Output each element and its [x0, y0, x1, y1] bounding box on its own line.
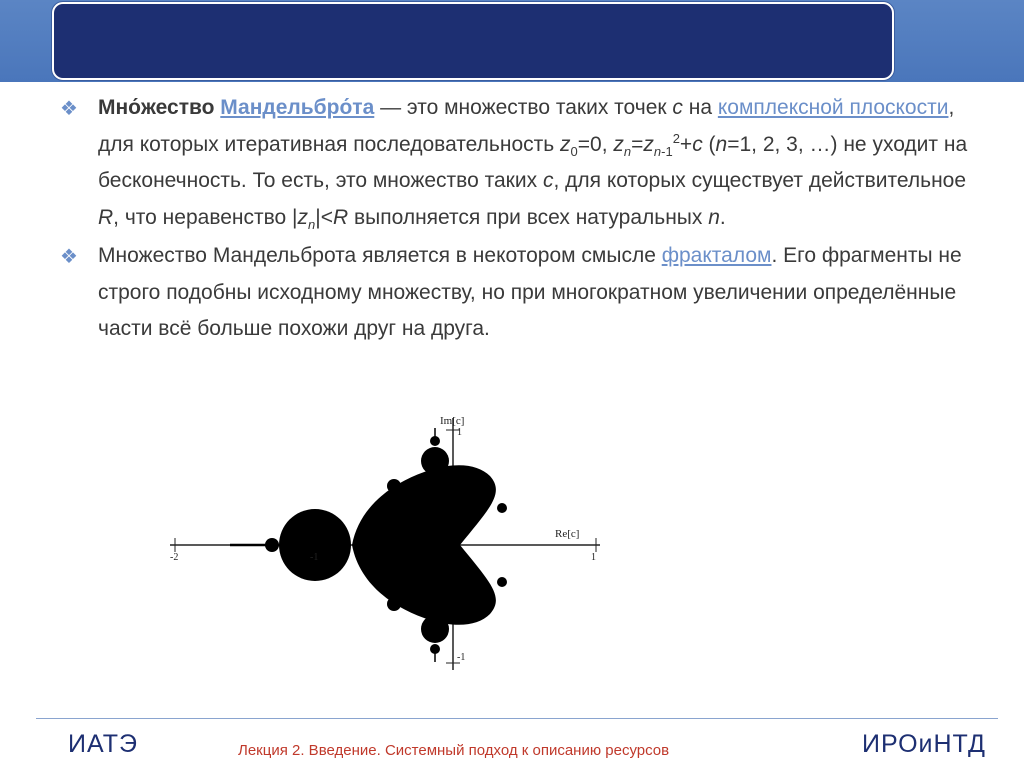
var-c: c — [542, 169, 554, 192]
term-text: Мно́жество — [98, 96, 215, 119]
complex-plane-link[interactable]: комплексной плоскости — [717, 96, 949, 119]
text-segment: |< — [315, 205, 333, 229]
bullet-fractal — [60, 238, 980, 348]
minor-bulb — [497, 577, 507, 587]
text-segment: = — [631, 132, 644, 156]
mandelbrot-link[interactable]: Мандельбро́та — [220, 96, 375, 119]
minor-bulb — [497, 503, 507, 513]
text-segment: на — [682, 96, 718, 119]
minor-bulb — [469, 595, 487, 613]
superscript: 2 — [672, 130, 680, 146]
tick-label: 1 — [457, 427, 462, 438]
text-segment: ( — [702, 132, 716, 156]
text-segment: + — [679, 132, 693, 156]
text-segment: — это множество таких точек — [374, 96, 673, 119]
tick-label: -1 — [457, 652, 466, 663]
text-segment: . — [719, 205, 726, 229]
secondary-bulb-top — [421, 447, 449, 475]
text-segment: , для которых итеративная последовательность — [98, 96, 955, 156]
text-segment: Множество Мандельброта является в некотором смысле — [98, 244, 662, 267]
footer-org-left: ИАТЭ — [68, 730, 138, 758]
subscript: n — [623, 143, 632, 159]
subscript: n-1 — [653, 143, 673, 159]
tick-label: 1 — [591, 552, 596, 563]
var-r: R — [332, 205, 349, 229]
subscript: n — [308, 216, 316, 232]
im-axis-label: Im[c] — [440, 415, 465, 427]
minor-bulb — [387, 479, 401, 493]
text-segment: , что неравенство | — [113, 205, 298, 229]
text-segment: . Его фрагменты не строго подобны исходному множеству, но при многократном увеличении определённые части всё больше похожи друг на друга. — [98, 244, 962, 340]
var-c: c — [692, 132, 703, 156]
footer-divider — [36, 718, 998, 719]
re-axis-label: Re[c] — [555, 528, 580, 540]
diamond-cluster-icon: ❖ — [60, 246, 78, 268]
var-z: z — [297, 205, 309, 229]
fractal-link[interactable]: фракталом — [661, 244, 772, 267]
tick-label: -1 — [310, 552, 319, 563]
mandelbrot-figure — [160, 408, 610, 680]
var-c: c — [672, 96, 683, 119]
var-z: z — [613, 132, 624, 156]
secondary-bulb-bottom — [421, 615, 449, 643]
minor-bulb — [469, 477, 487, 495]
slide-content — [60, 90, 980, 350]
text-segment: выполняется при всех натуральных — [348, 205, 709, 229]
text-segment: =0, — [577, 132, 614, 156]
slide-title-box — [52, 2, 894, 80]
minor-bulb — [387, 597, 401, 611]
footer-lecture-title: Лекция 2. Введение. Системный подход к описанию ресурсов — [238, 742, 670, 759]
diamond-cluster-icon: ❖ — [60, 98, 78, 120]
var-r: R — [98, 205, 114, 229]
var-z: z — [560, 132, 571, 156]
bullet-definition — [60, 90, 980, 236]
var-n: n — [715, 132, 728, 156]
var-z: z — [643, 132, 654, 156]
subscript: 0 — [570, 143, 578, 159]
footer-org-right: ИРОиНТД — [862, 730, 986, 758]
text-segment: , для которых существует действительное — [553, 169, 967, 192]
period2-bulb — [279, 509, 351, 581]
var-n: n — [708, 205, 720, 229]
text-segment: =1, 2, 3, …) не уходит на бесконечность. То есть, это множество таких — [98, 132, 968, 192]
tick-label: -2 — [170, 552, 179, 563]
